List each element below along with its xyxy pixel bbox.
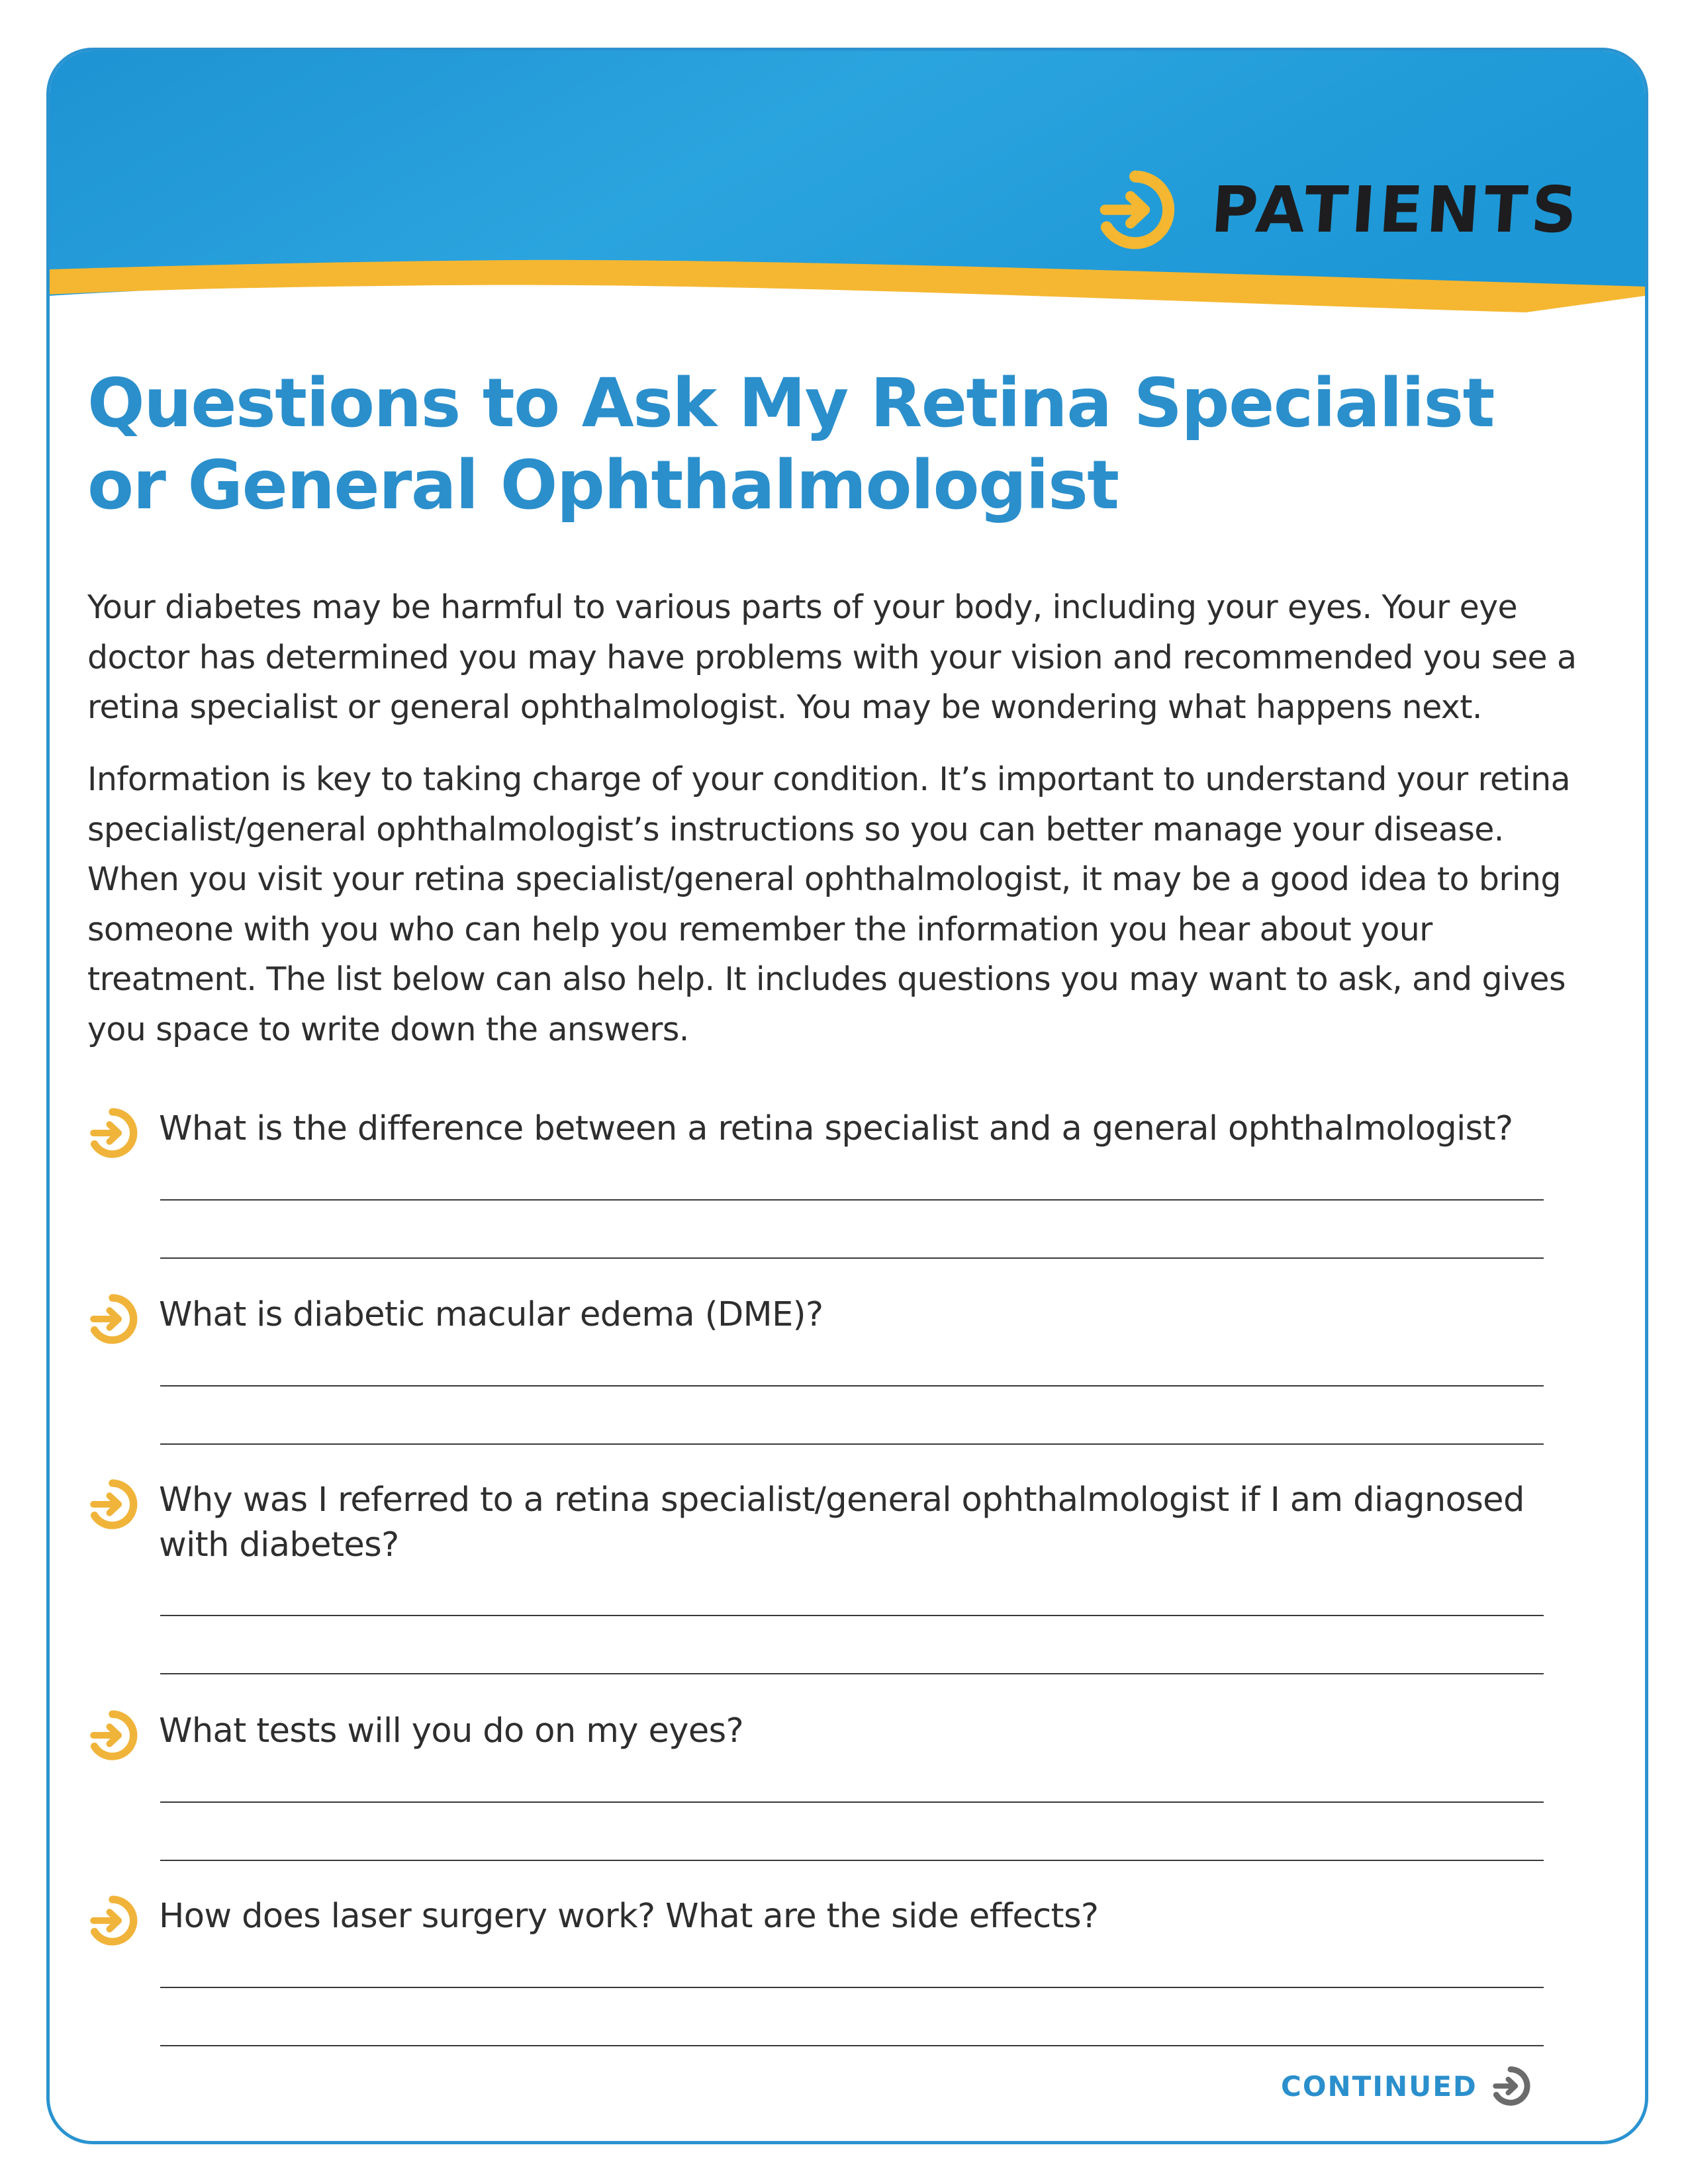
answer-line[interactable] [160,1615,1544,1616]
page-title-line-2: or General Ophthalmologist [87,446,1119,525]
question-text: How does laser surgery work? What are the side effects? [159,1897,1099,1936]
arrow-right-circle-icon [87,1895,138,1946]
patients-label: PATIENTS [1209,173,1584,247]
question-text: What tests will you do on my eyes? [159,1711,744,1751]
question-text: What is the difference between a retina specialist and a general ophthalmologist? [159,1109,1513,1148]
answer-line[interactable] [160,1801,1544,1803]
page-title-line-1: Questions to Ask My Retina Specialist [87,364,1494,443]
continued-indicator [1281,2066,1530,2106]
question-text: What is diabetic macular edema (DME)? [159,1295,823,1334]
answer-line[interactable] [160,1385,1544,1387]
continued-label: CONTINUED [1281,2070,1477,2103]
answer-line[interactable] [160,1987,1544,1988]
page-title [87,363,1530,527]
answer-line[interactable] [160,1443,1544,1445]
question-text: Why was I referred to a retina specialist/general ophthalmologist if I am diagnosed with diabetes? [159,1480,1524,1565]
answer-line[interactable] [160,2045,1544,2046]
intro-paragraph-1: Your diabetes may be harmful to various parts of your body, including your eyes. Your eye doctor has determined you may have problems with your vision and recommended you see a retina specialist or general ophthalmologist. You may be wondering what happens next. [87,588,1577,726]
arrow-right-circle-icon [1491,2066,1530,2106]
answer-line[interactable] [160,1673,1544,1674]
arrow-right-circle-icon [1096,170,1175,250]
arrow-right-circle-icon [87,1479,138,1529]
answer-line[interactable] [160,1199,1544,1201]
answer-line[interactable] [160,1860,1544,1861]
answer-line[interactable] [160,1257,1544,1259]
arrow-right-circle-icon [87,1294,138,1344]
arrow-right-circle-icon [87,1108,138,1158]
intro-paragraph-2: Information is key to taking charge of your condition. It’s important to understand your retina specialist/general ophthalmologist’s instructions so you can better manage your disease. When you visit your retina specialist/general ophthalmologist, it may be a good idea to bring someone with you who can help you remember the information you hear about your treatment. The list below can also help. It includes questions you may want to ask, and gives you space to write down the answers. [87,760,1571,1048]
arrow-right-circle-icon [87,1710,138,1760]
patients-badge [1096,167,1584,253]
